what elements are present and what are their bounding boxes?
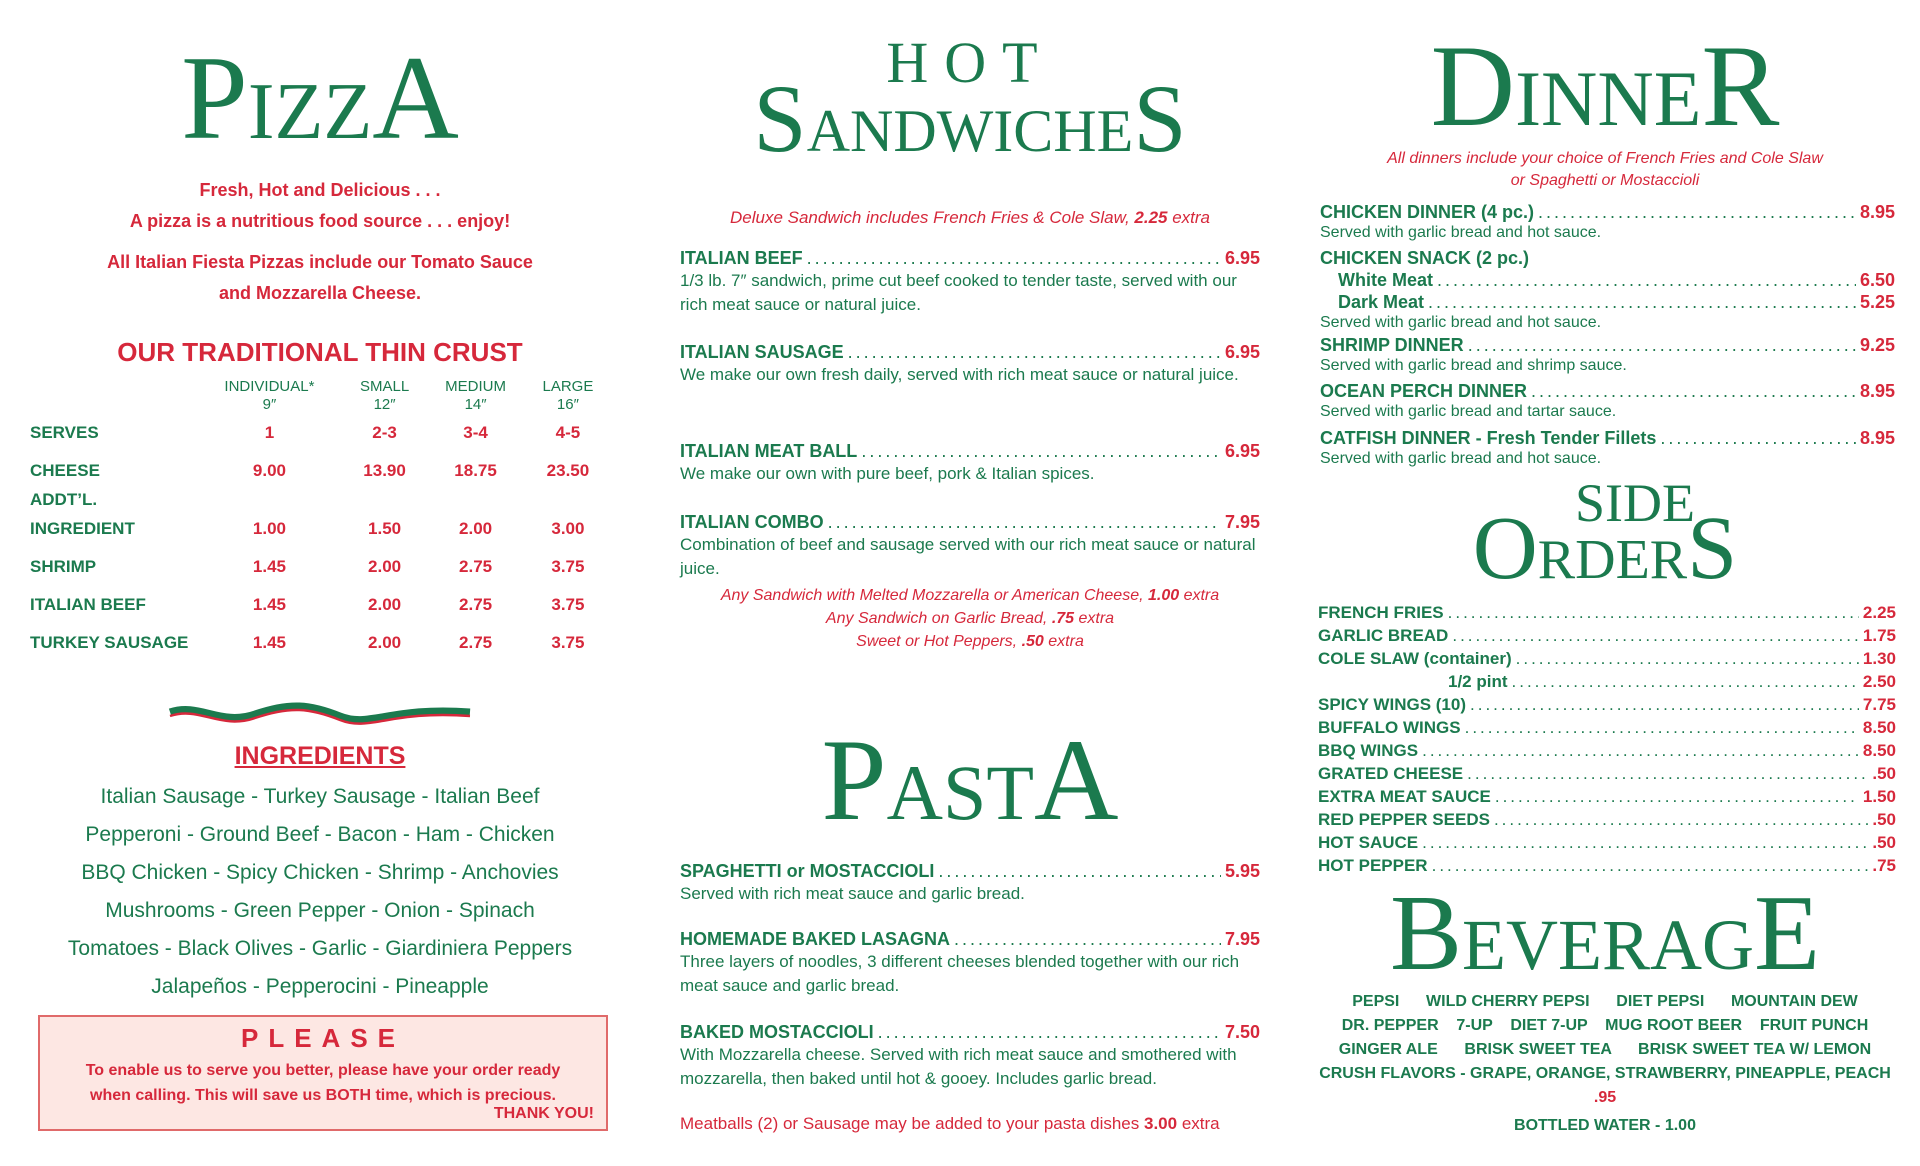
pizza-price-row [30,586,610,624]
side-order-name: FRENCH FRIES [1318,603,1444,622]
pizza-title: PIZZA [181,31,459,164]
side-order-name: SPICY WINGS (10) [1318,695,1466,714]
pizza-price-cell: 1 [264,423,275,442]
leader-dots [1495,785,1859,808]
side-order-price: 2.25 [1862,603,1896,622]
pizza-size-inches: 16″ [556,396,579,413]
pasta-title: PASTA [821,716,1119,845]
pizza-size-name: LARGE [542,378,594,395]
pizza-size-names [30,378,610,396]
pizza-size-inches [30,396,610,414]
pizza-price-cell [195,490,344,510]
pizza-size-name: SMALL [359,378,410,395]
pizza-size-name: MEDIUM [445,378,506,395]
menu-item-italian-sausage: ITALIAN SAUSAGE ..... 6.95 We make our own fresh daily, served with rich meat sauce or natural juice. [680,341,1260,387]
side-order-price: 1.75 [1862,626,1896,645]
pizza-price-cell: 2-3 [372,423,397,442]
side-order-name: 1/2 pint [1448,672,1508,691]
dinner-sides-beverage-column [1310,0,1900,1166]
leader-dots [1512,670,1859,693]
thin-crust-heading: OUR TRADITIONAL THIN CRUST [117,337,523,367]
ingredients-line: Tomatoes - Black Olives - Garlic - Giardiniera Peppers [67,937,573,960]
menu-item-catfish-dinner: CATFISH DINNER - Fresh Tender Fillets ..... 8.95 Served with garlic bread and hot sauce. [1320,427,1895,468]
pizza-price-cell: 3.75 [551,595,585,614]
pizza-intro: Fresh, Hot and Delicious . . . A pizza is a nutritious food source . . . enjoy! All Italian Fiesta Pizzas include our Tomato Sauce and Mozzarella Cheese. [107,180,533,303]
pizza-price-cell: 3.75 [551,633,585,652]
pizza-price-row [30,624,610,662]
side-order-price: 1.50 [1862,787,1896,806]
side-order-price: 2.50 [1862,672,1896,691]
side-order-item [1318,693,1896,716]
pizza-price-cell: 2.00 [368,633,402,652]
pizza-price-cell: 1.45 [252,595,286,614]
decorative-ribbon [30,700,610,730]
side-order-name: EXTRA MEAT SAUCE [1318,787,1491,806]
side-order-name: RED PEPPER SEEDS [1318,810,1490,829]
pizza-column [30,0,620,1166]
pasta-footer-note: Meatballs (2) or Sausage may be added to your pasta dishes 3.00 extra [680,1114,1220,1133]
leader-dots [1422,739,1859,762]
side-order-price: 8.50 [1862,718,1896,737]
menu-item-italian-combo: ITALIAN COMBO ..... 7.95 Combination of beef and sausage served with our rich meat sauce or natural juice. [680,511,1260,581]
side-order-price: .50 [1872,810,1896,829]
ingredients-line: Jalapeños - Pepperocini - Pineapple [151,975,489,998]
pizza-size-inches: 12″ [373,396,396,413]
menu-item-shrimp-dinner: SHRIMP DINNER ..... 9.25 Served with garlic bread and shrimp sauce. [1320,334,1895,375]
leader-dots [1452,624,1859,647]
pizza-price-cell: 18.75 [454,461,497,480]
side-order-item [1318,831,1896,854]
side-order-name: BUFFALO WINGS [1318,718,1461,737]
menu-item-chicken-dinner: CHICKEN DINNER (4 pc.) ..... 8.95 Served with garlic bread and hot sauce. [1320,201,1895,242]
pizza-price-cell [344,490,425,510]
menu-item-spaghetti: SPAGHETTI or MOSTACCIOLI ..... 5.95 Served with rich meat sauce and garlic bread. [680,860,1260,906]
dinner-note: All dinners include your choice of French Fries and Cole Slaw or Spaghetti or Mostaccioli [1387,150,1823,189]
pizza-price-cell: 2.75 [459,557,493,576]
side-orders-title: SIDE ORDERS [1472,473,1738,598]
pizza-price-cell: 2.75 [459,633,493,652]
pizza-row-label: INGREDIENT [30,519,135,538]
menu-item-italian-beef: ITALIAN BEEF ..... 6.95 1/3 lb. 7″ sandwich, prime cut beef cooked to tender taste, served with our rich meat sauce or natural juice. [680,247,1260,317]
pizza-price-cell [425,490,526,510]
sandwich-extras: Any Sandwich with Melted Mozzarella or American Cheese, 1.00 extra Any Sandwich on Garlic Bread, .75 extra Sweet or Hot Peppers, .50 extra [720,587,1220,650]
side-order-item [1318,785,1896,808]
beverage-list: PEPSI WILD CHERRY PEPSI DIET PEPSI MOUNTAIN DEW DR. PEPPER 7-UP DIET 7-UP MUG ROOT BEER FRUIT PUNCH GINGER ALE BRISK SWEET TEA BRISK SWEET TEA W/ LEMON CRUSH FLAVORS - GRAPE, ORANGE, STRAWBERRY, PINEAPPLE, PEACH .95 BOTTLED WATER - 1.00 [1319,993,1891,1134]
pizza-price-cell: 3.00 [551,519,585,538]
ingredients-list [30,778,610,1006]
ingredients-line: Italian Sausage - Turkey Sausage - Italian Beef [100,785,540,808]
deluxe-sandwich-note: Deluxe Sandwich includes French Fries & Cole Slaw, 2.25 extra [729,208,1211,227]
side-order-name: GRATED CHEESE [1318,764,1464,783]
please-notice [38,1015,608,1131]
pizza-row-label: ADDT’L. [30,490,98,509]
please-title: PLEASE [240,1023,406,1053]
ingredients-line: Mushrooms - Green Pepper - Onion - Spinach [105,899,535,922]
side-order-price: 1.30 [1862,649,1896,668]
leader-dots [1465,716,1859,739]
side-order-name: HOT PEPPER [1318,856,1428,875]
menu-item-lasagna: HOMEMADE BAKED LASAGNA ..... 7.95 Three layers of noodles, 3 different cheeses blended together with our rich meat sauce and garlic bread. [680,928,1260,998]
side-order-item [1318,624,1896,647]
menu-item-italian-meat-ball: ITALIAN MEAT BALL ..... 6.95 We make our own with pure beef, pork & Italian spices. [680,440,1260,486]
side-order-name: GARLIC BREAD [1318,626,1449,645]
side-order-name: BBQ WINGS [1318,741,1419,760]
side-order-price: 7.75 [1862,695,1896,714]
pizza-price-row [30,548,610,586]
pizza-row-label: SERVES [30,423,99,442]
pizza-price-cell: 2.00 [459,519,493,538]
side-order-price: 8.50 [1862,741,1896,760]
pizza-price-cell: 13.90 [363,461,406,480]
pizza-row-label: ITALIAN BEEF [30,595,146,614]
side-order-item [1318,647,1896,670]
pizza-price-cell [526,490,610,510]
pizza-price-cell: 2.75 [459,595,493,614]
pizza-price-cell: 4-5 [555,423,581,442]
ingredients-line: Pepperoni - Ground Beef - Bacon - Ham - Chicken [85,823,555,846]
side-order-price: .50 [1872,764,1896,783]
ingredients-line: BBQ Chicken - Spicy Chicken - Shrimp - Anchovies [81,861,559,884]
leader-dots [1470,693,1859,716]
leader-dots [1422,831,1868,854]
menu-item-baked-mostaccioli: BAKED MOSTACCIOLI ..... 7.50 With Mozzarella cheese. Served with rich meat sauce and smothered with mozzarella, then baked until hot & gooey. Includes garlic bread. [680,1021,1260,1091]
side-orders-list [1318,601,1896,877]
please-text: To enable us to serve you better, please have your order ready when calling. This will save us BOTH time, which is precious. [85,1062,561,1104]
pizza-size-inches: 14″ [464,396,487,413]
side-order-item [1318,739,1896,762]
leader-dots [1516,647,1859,670]
pizza-price-row [30,510,610,548]
pizza-price-cell: 2.00 [368,595,402,614]
pizza-price-cell: 1.45 [252,633,286,652]
menu-item-chicken-snack: CHICKEN SNACK (2 pc.) White Meat ..... 6.50 Dark Meat ..... 5.25 Served with garlic bread and hot sauce. [1320,247,1895,332]
sandwich-pasta-column [670,0,1270,1166]
side-order-name: COLE SLAW (container) [1318,649,1512,668]
pizza-price-cell: 1.00 [252,519,286,538]
please-thanks: THANK YOU! [493,1105,594,1122]
pizza-price-cell: 23.50 [546,461,590,480]
hot-sandwiches-title: HOT SANDWICHES [753,30,1187,172]
menu-item-ocean-perch-dinner: OCEAN PERCH DINNER ..... 8.95 Served with garlic bread and tartar sauce. [1320,380,1895,421]
side-order-item [1318,716,1896,739]
beverage-title: BEVERAGE [1389,874,1820,993]
side-order-name: HOT SAUCE [1318,833,1419,852]
ingredients-heading: INGREDIENTS [234,742,406,770]
leader-dots [1494,808,1868,831]
pizza-price-cell: 2.00 [368,557,402,576]
side-order-item [1318,762,1896,785]
pizza-price-cell: 1.45 [252,557,286,576]
side-order-price: .75 [1872,856,1896,875]
side-order-item [1318,808,1896,831]
pizza-price-table [30,378,610,662]
dinner-title: DINNER [1430,22,1780,151]
side-order-item [1318,670,1896,693]
pizza-price-row [30,452,610,490]
side-order-price: .50 [1872,833,1896,852]
pizza-row-label: SHRIMP [30,557,97,576]
pizza-price-cell: 1.50 [368,519,402,538]
side-order-item [1318,601,1896,624]
pizza-size-name: INDIVIDUAL* [224,378,315,395]
leader-dots [1448,601,1859,624]
pizza-price-row [30,490,610,510]
pizza-row-label: CHEESE [30,461,100,480]
pizza-price-cell: 3-4 [463,423,488,442]
pizza-price-row [30,414,610,452]
pizza-row-label: TURKEY SAUSAGE [30,633,189,652]
leader-dots [1467,762,1868,785]
pizza-price-cell: 9.00 [252,461,286,480]
pizza-price-cell: 3.75 [551,557,585,576]
pizza-size-inches: 9″ [262,396,277,413]
